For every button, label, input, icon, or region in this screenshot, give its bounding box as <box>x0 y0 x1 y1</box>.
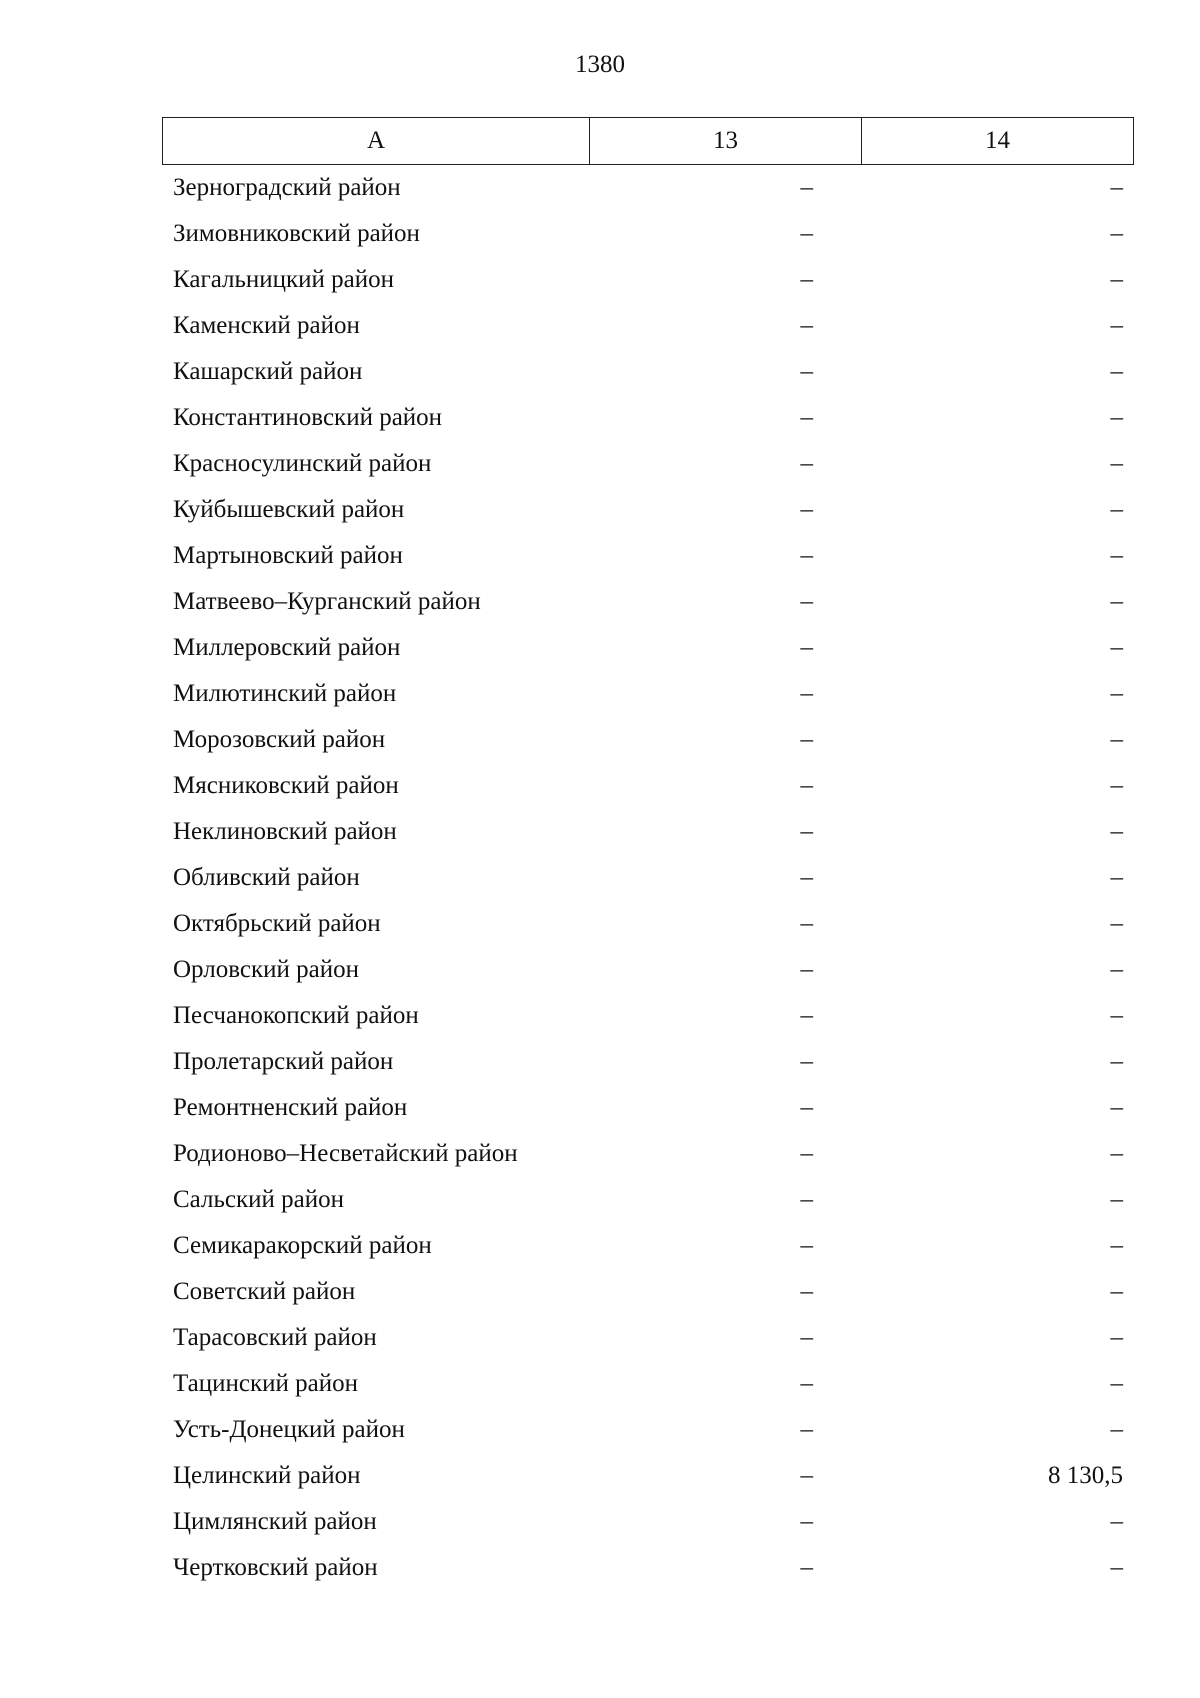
value-col-13: – <box>800 404 813 431</box>
district-name: Песчанокопский район <box>173 1002 419 1029</box>
table-row <box>162 717 1134 763</box>
value-col-13: – <box>800 1324 813 1351</box>
district-name: Орловский район <box>173 956 359 983</box>
value-col-13: – <box>800 680 813 707</box>
district-name: Морозовский район <box>173 726 386 753</box>
table-row <box>162 809 1134 855</box>
table-header <box>162 117 1134 165</box>
value-col-14: – <box>1110 1186 1123 1213</box>
district-name: Зимовниковский район <box>173 220 420 247</box>
table-row <box>162 947 1134 993</box>
district-name: Милютинский район <box>173 680 397 707</box>
value-col-14: – <box>1110 588 1123 615</box>
value-col-13: – <box>800 1508 813 1535</box>
value-col-14: – <box>1110 956 1123 983</box>
value-col-13: – <box>800 910 813 937</box>
value-col-14: 8 130,5 <box>1048 1462 1123 1489</box>
value-col-13: – <box>800 726 813 753</box>
district-name: Целинский район <box>173 1462 361 1489</box>
table-row <box>162 533 1134 579</box>
value-col-13: – <box>800 1554 813 1581</box>
table-row <box>162 1177 1134 1223</box>
district-name: Сальский район <box>173 1186 344 1213</box>
value-col-14: – <box>1110 1554 1123 1581</box>
district-name: Миллеровский район <box>173 634 401 661</box>
district-name: Кашарский район <box>173 358 363 385</box>
value-col-13: – <box>800 220 813 247</box>
value-col-13: – <box>800 864 813 891</box>
table-row <box>162 1499 1134 1545</box>
district-name: Каменский район <box>173 312 360 339</box>
value-col-14: – <box>1110 1232 1123 1259</box>
district-name: Пролетарский район <box>173 1048 394 1075</box>
table-row <box>162 303 1134 349</box>
table-row <box>162 1361 1134 1407</box>
column-header-13: 13 <box>590 118 862 164</box>
value-col-13: – <box>800 358 813 385</box>
value-col-14: – <box>1110 1094 1123 1121</box>
table-row <box>162 855 1134 901</box>
value-col-13: – <box>800 1370 813 1397</box>
table-row <box>162 1315 1134 1361</box>
table-row <box>162 1223 1134 1269</box>
district-name: Октябрьский район <box>173 910 381 937</box>
value-col-14: – <box>1110 358 1123 385</box>
table-row <box>162 1407 1134 1453</box>
column-header-a: А <box>163 118 590 164</box>
table-row <box>162 1269 1134 1315</box>
district-name: Мясниковский район <box>173 772 399 799</box>
value-col-13: – <box>800 1186 813 1213</box>
value-col-13: – <box>800 174 813 201</box>
value-col-14: – <box>1110 542 1123 569</box>
value-col-14: – <box>1110 1048 1123 1075</box>
value-col-14: – <box>1110 634 1123 661</box>
district-name: Неклиновский район <box>173 818 397 845</box>
value-col-13: – <box>800 1140 813 1167</box>
district-name: Матвеево–Курганский район <box>173 588 481 615</box>
district-name: Константиновский район <box>173 404 443 431</box>
district-name: Зерноградский район <box>173 174 401 201</box>
district-name: Тацинский район <box>173 1370 358 1397</box>
value-col-14: – <box>1110 450 1123 477</box>
table-row <box>162 1545 1134 1591</box>
value-col-13: – <box>800 1048 813 1075</box>
value-col-13: – <box>800 496 813 523</box>
column-header-14: 14 <box>985 127 1010 154</box>
value-col-14: – <box>1110 680 1123 707</box>
value-col-14: – <box>1110 1140 1123 1167</box>
value-col-14: – <box>1110 864 1123 891</box>
district-name: Обливский район <box>173 864 360 891</box>
district-name: Советский район <box>173 1278 356 1305</box>
value-col-13: – <box>800 312 813 339</box>
table-row <box>162 579 1134 625</box>
table-row <box>162 349 1134 395</box>
table-row <box>162 257 1134 303</box>
value-col-14: – <box>1110 1324 1123 1351</box>
district-name: Тарасовский район <box>173 1324 377 1351</box>
value-col-13: – <box>800 1094 813 1121</box>
district-name: Семикаракорский район <box>173 1232 432 1259</box>
value-col-13: – <box>800 266 813 293</box>
table-row <box>162 901 1134 947</box>
value-col-13: – <box>800 818 813 845</box>
value-col-14: – <box>1110 1002 1123 1029</box>
district-name: Красносулинский район <box>173 450 432 477</box>
district-name: Кагальницкий район <box>173 266 395 293</box>
table-row <box>162 993 1134 1039</box>
district-name: Усть-Донецкий район <box>173 1416 405 1443</box>
value-col-14: – <box>1110 312 1123 339</box>
value-col-14: – <box>1110 1416 1123 1443</box>
value-col-14: – <box>1110 266 1123 293</box>
value-col-14: – <box>1110 910 1123 937</box>
value-col-14: – <box>1110 1370 1123 1397</box>
district-name: Мартыновский район <box>173 542 403 569</box>
value-col-14: – <box>1110 404 1123 431</box>
page-number: 1380 <box>575 51 625 78</box>
value-col-14: – <box>1110 1278 1123 1305</box>
district-name: Куйбышевский район <box>173 496 405 523</box>
value-col-14: – <box>1110 726 1123 753</box>
district-name: Чертковский район <box>173 1554 378 1581</box>
value-col-14: – <box>1110 1508 1123 1535</box>
value-col-13: – <box>800 588 813 615</box>
value-col-13: – <box>800 634 813 661</box>
table-row <box>162 671 1134 717</box>
value-col-13: – <box>800 450 813 477</box>
district-name: Ремонтненский район <box>173 1094 408 1121</box>
table-row <box>162 211 1134 257</box>
value-col-13: – <box>800 1462 813 1489</box>
value-col-14: – <box>1110 818 1123 845</box>
district-name: Цимлянский район <box>173 1508 377 1535</box>
table-row <box>162 441 1134 487</box>
value-col-13: – <box>800 1416 813 1443</box>
table-row <box>162 395 1134 441</box>
value-col-13: – <box>800 1278 813 1305</box>
value-col-14: – <box>1110 174 1123 201</box>
value-col-14: – <box>1110 496 1123 523</box>
value-col-14: – <box>1110 772 1123 799</box>
table-row <box>162 165 1134 211</box>
district-name: Родионово–Несветайский район <box>173 1140 518 1167</box>
table-row <box>162 763 1134 809</box>
value-col-14: – <box>1110 220 1123 247</box>
value-col-13: – <box>800 1232 813 1259</box>
table-row <box>162 1131 1134 1177</box>
table-body <box>162 165 1134 1591</box>
table-row <box>162 1453 1134 1499</box>
value-col-13: – <box>800 542 813 569</box>
table-row <box>162 1039 1134 1085</box>
table-row <box>162 487 1134 533</box>
table-row <box>162 1085 1134 1131</box>
value-col-13: – <box>800 772 813 799</box>
value-col-13: – <box>800 1002 813 1029</box>
table-row <box>162 625 1134 671</box>
value-col-13: – <box>800 956 813 983</box>
